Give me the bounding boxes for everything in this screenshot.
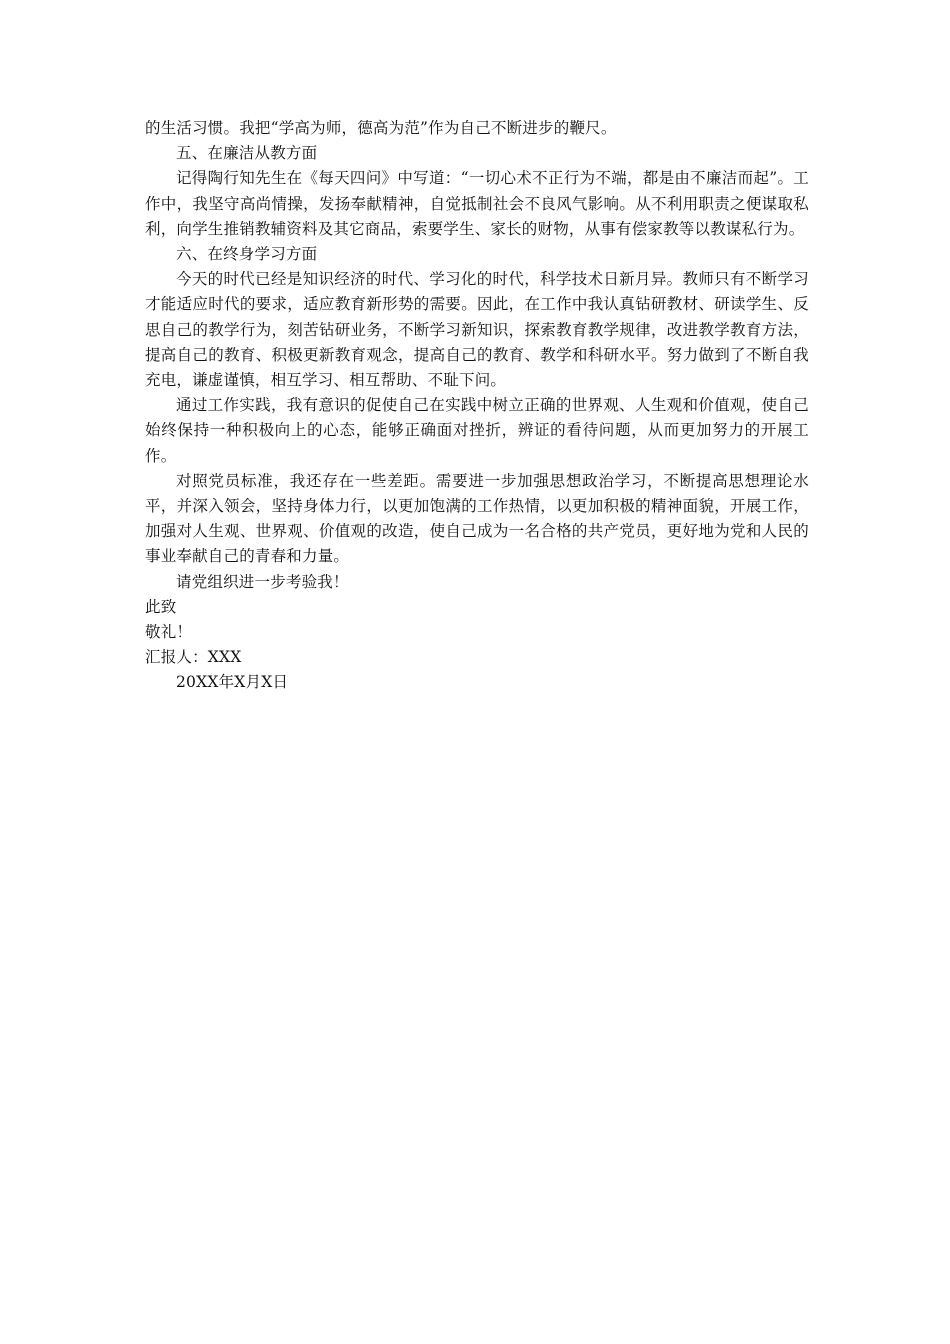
paragraph-request: 请党组织进一步考验我！ [176, 572, 349, 591]
section-heading-lifelong-learning: 六、在终身学习方面 [176, 245, 318, 264]
section-heading-integrity: 五、在廉洁从教方面 [176, 144, 318, 163]
paragraph-integrity: 记得陶行知先生在《每天四问》中写道：“一切心术不正行为不端，都是由不廉洁而起”。工作中，我坚守高尚情操，发扬奉献精神，自觉抵制社会不良风气影响。从不利用职责之便谋取私利，向学生推销教辅资料及其它商品，索要学生、家长的财物，从事有偿家教等以教谋私行为。 [145, 169, 809, 238]
paragraph-shortcomings: 对照党员标准，我还存在一些差距。需要进一步加强思想政治学习，不断提高思想理论水平，并深入领会，坚持身体力行，以更加饱满的工作热情，以更加积极的精神面貌，开展工作，加强对人生观、世界观、价值观的改造，使自己成为一名合格的共产党员，更好地为党和人民的事业奉献自己的青春和力量。 [145, 471, 809, 566]
closing-salutation: 此致 [145, 597, 177, 616]
paragraph-work-practice: 通过工作实践，我有意识的促使自己在实践中树立正确的世界观、人生观和价值观，使自己始终保持一种积极向上的心态，能够正确面对挫折，辨证的看待问题，从而更加努力的开展工作。 [145, 396, 809, 465]
reporter-signature: 汇报人：XXX [145, 648, 242, 667]
paragraph-continuation: 的生活习惯。我把“学高为师，德高为范”作为自己不断进步的鞭尺。 [145, 119, 617, 137]
report-date: 20XX年X月X日 [176, 673, 289, 692]
paragraph-lifelong-learning: 今天的时代已经是知识经济的时代、学习化的时代，科学技术日新月异。教师只有不断学习才能适应时代的要求，适应教育新形势的需要。因此，在工作中我认真钻研教材、研读学生、反思自己的教学行为，刻苦钻研业务，不断学习新知识，探索教育教学规律，改进教学教育方法，提高自己的教育、积极更新教育观念，提高自己的教育、教学和科研水平。努力做到了不断自我充电，谦虚谨慎，相互学习、相互帮助、不耻下问。 [145, 270, 809, 390]
document-body [145, 116, 809, 696]
closing-respect: 敬礼！ [145, 623, 193, 642]
